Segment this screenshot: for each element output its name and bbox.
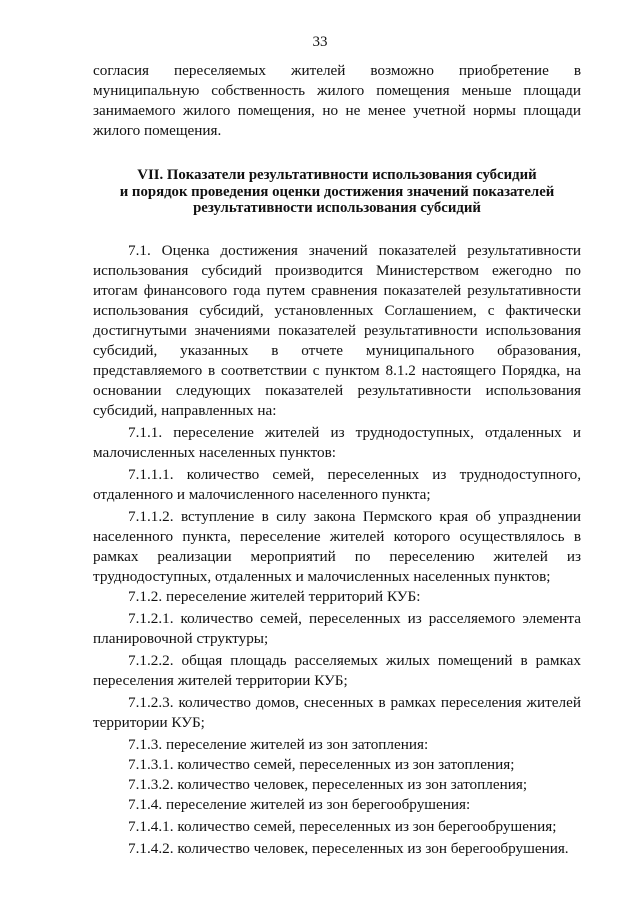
section-heading <box>93 167 581 217</box>
clause-7-1-2-3: 7.1.2.3. количество домов, снесенных в рамках переселения жителей территории КУБ; <box>93 693 581 731</box>
clause-7-1-1-2: 7.1.1.2. вступление в силу закона Пермского края об упразднении населенного пункта, переселение жителей которого осуществлялось в рамках реализации мероприятий по переселению жителей из труднодоступных, отдаленных и малочисленных населенных пунктов; <box>93 507 581 585</box>
clause-7-1-3-1: 7.1.3.1. количество семей, переселенных из зон затопления; <box>128 755 515 773</box>
intro-paragraph: согласия переселяемых жителей возможно приобретение в муниципальную собственность жилого помещения меньше площади занимаемого жилого помещения, но не менее учетной нормы площади жилого помещения. <box>93 62 581 139</box>
clause-7-1-2-1: 7.1.2.1. количество семей, переселенных из расселяемого элемента планировочной структуры; <box>93 609 581 647</box>
clause-7-1-2: 7.1.2. переселение жителей территорий КУБ: <box>128 587 421 605</box>
clause-7-1-3: 7.1.3. переселение жителей из зон затопления: <box>128 735 429 753</box>
clause-7-1-1: 7.1.1. переселение жителей из труднодоступных, отдаленных и малочисленных населенных пунктов: <box>93 423 581 461</box>
section-heading-line-1: VII. Показатели результативности использования субсидий <box>137 167 537 183</box>
clause-7-1-4-2: 7.1.4.2. количество человек, переселенных из зон берегообрушения. <box>128 839 569 857</box>
section-heading-line-2: и порядок проведения оценки достижения значений показателей <box>119 183 555 200</box>
clause-7-1-4: 7.1.4. переселение жителей из зон берегообрушения: <box>128 795 471 813</box>
clause-7-1: 7.1. Оценка достижения значений показателей результативности использования субсидий производится Министерством ежегодно по итогам финансового года путем сравнения показателей результативности использования субсидий, установленных Соглашением, с фактически достигнутыми значениями показателей результативности использования субсидий, указанных в отчете муниципального образования, представляемого в соответствии с пунктом 8.1.2 настоящего Порядка, на основании следующих показателей результативности использования субсидий, направленных на: <box>93 241 581 419</box>
clause-7-1-2-2: 7.1.2.2. общая площадь расселяемых жилых помещений в рамках переселения жителей территории КУБ; <box>93 651 581 689</box>
clause-7-1-3-2: 7.1.3.2. количество человек, переселенных из зон затопления; <box>128 775 528 793</box>
document-body <box>93 61 581 859</box>
page-number: 33 <box>312 34 328 50</box>
clause-7-1-1-1: 7.1.1.1. количество семей, переселенных из труднодоступного, отдаленного и малочисленного населенного пункта; <box>93 465 581 503</box>
section-heading-line-3: результативности использования субсидий <box>193 200 481 216</box>
clause-7-1-4-1: 7.1.4.1. количество семей, переселенных из зон берегообрушения; <box>128 817 557 835</box>
